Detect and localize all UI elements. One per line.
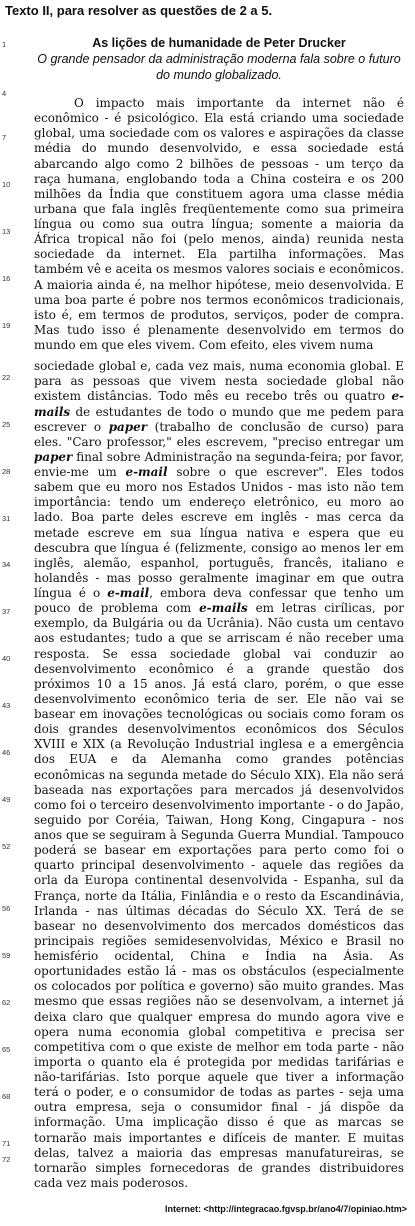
line-number: 59 <box>2 951 11 960</box>
line-number: 7 <box>2 133 7 142</box>
line-number: 49 <box>2 795 11 804</box>
line-number: 13 <box>2 227 11 236</box>
line-number: 68 <box>2 1092 11 1101</box>
line-number: 62 <box>2 998 11 1007</box>
emphasis: paper <box>108 419 148 434</box>
line-number: 65 <box>2 1045 11 1054</box>
emphasis: e-mail <box>107 586 150 600</box>
line-number: 72 <box>2 1155 11 1164</box>
line-number: 56 <box>2 904 11 913</box>
paragraph: sociedade global e, cada vez mais, numa economia global. E para as pessoas que vivem nesta sociedade global não existem distâncias. Todo mês eu recebo três ou quatro e-mails de estudantes de todo o mundo que me pedem para escrever o paper (trabalho de conclusão de curso) para eles. "Caro professor," eles escrevem, "preciso entregar um paper final sobre Administração na segunda-feira; por favor, envie-me um e-mail sobre o que escrever". Eles todos sabem que eu moro nos Estados Unidos - mas isto não tem importância: tendo um endereço eletrônico, eu moro ao lado. Boa parte deles escreve em inglês - mas cerca da metade escreve em sua língua nativa e espera que eu descubra que língua é (felizmente, consigo ao menos ler em inglês, alemão, espanhol, português, francês, italiano e holandês - mas posso geralmente imaginar em que outra língua é o e-mail, embora deva confessar que tenho um pouco de problema com e-mails em letras cirílicas, por exemplo, da Bulgária ou da Ucrânia). Não custa um centavo aos estudantes; tudo a que se arriscam é não receber uma resposta. Se essa sociedade global vai conduzir ao desenvolvimento econômico é a grande questão dos próximos 10 a 15 anos. Já está claro, porém, o que esse desenvolvimento econômico teria de ser. Ele não vai se basear em inovações tecnológicas ou sociais como foram os dois grandes desenvolvimentos econômicos dos Séculos XVIII e XIX (a Revolução Industrial inglesa e a emergência dos EUA e da Alemanha como grandes potências econômicas na segunda metade do Século XIX). Ela não será baseada nas exportações para mercados já desenvolvidos como foi o terceiro desenvolvimento importante - o do Japão, seguido por Coréia, Taiwan, Hong Kong, Cingapura - nos anos que se seguiram à Segunda Guerra Mundial. Tampouco poderá se basear em exportações para perto como foi o quarto principal desenvolvimento - aquele das regiões da orla da Europa continental desenvolvida - Espanha, sul da França, norte da Itália, Finlândia e o resto da Escandinávia, Irlanda - nas últimas décadas do Século XX. Terá de se basear no desenvolvimento dos mercados domésticos das principais regiões semidesenvolvidas, México e Brasil no hemisfério ocidental, China e Índia na Ásia. As oportunidades estão lá - mas os obstáculos (especialmente os colocados por política e governo) são muito grandes. Mas mesmo que essas regiões não se desenvolvam, a internet já deixa claro que qualquer empresa do mundo agora vive e opera numa economia global competitiva e precisa ser competitiva com o que existe de melhor em toda parte - não importa o quanto ela é protegida por medidas tarifárias e não-tarifárias. Isto porque aquele que tiver a informação terá o poder, e o consumidor de todas as partes - seja uma outra empresa, seja o consumidor final - já dispõe da informação. Uma implicação disso é que as marcas se tornarão mais importantes e difíceis de manter. E muitas delas, talvez a maioria das empresas manufatureiras, se tornarão simples fornecedoras de grandes distribuidores cada vez mais poderosos. <box>34 359 404 1190</box>
line-number: 25 <box>2 420 11 429</box>
emphasis: e-mails <box>34 389 404 419</box>
line-number: 34 <box>2 560 11 569</box>
paragraph: O impacto mais importante da internet não é econômico - é psicológico. Ela está criando uma sociedade global, uma sociedade com os valores e aspirações da classe média do mundo desenvolvido, e essa sociedade está abarcando algo como 2 bilhões de pessoas - um terço da raça humana, englobando toda a China costeira e os 200 milhões da Índia que constituem agora uma classe média urbana que fala inglês freqüentemente como sua primeira língua ou como sua outra língua; somente a maioria da África tropical não foi (pelo menos, ainda) reunida nesta sociedade da internet. Ela partilha informações. Mas também vê e aceita os mesmos valores sociais e econômicos. A maioria ainda é, na melhor hipótese, meio desenvolvida. E uma boa parte é pobre nos termos econômicos tradicionais, isto é, em termos de produtos, serviços, poder de compra. Mas tudo isso é plenamente desenvolvido em termos do mundo em que eles vivem. Com efeito, eles vivem numa <box>34 96 404 352</box>
line-number: 4 <box>2 89 7 98</box>
line-number: 46 <box>2 748 11 757</box>
emphasis: paper <box>34 449 73 464</box>
line-number: 10 <box>2 180 11 189</box>
line-number: 71 <box>2 1139 11 1148</box>
article-subtitle: O grande pensador da administração moderna fala sobre o futuro do mundo globalizado. <box>37 52 401 82</box>
line-number: 43 <box>2 701 11 710</box>
article-title: As lições de humanidade de Peter Drucker <box>92 36 346 50</box>
line-number: 28 <box>2 467 11 476</box>
line-number: 31 <box>2 514 11 523</box>
article-body <box>34 96 404 1191</box>
emphasis: e-mail <box>125 465 168 479</box>
emphasis: e-mails <box>199 601 248 616</box>
line-number: 37 <box>2 607 11 616</box>
line-number: 22 <box>2 373 11 382</box>
line-number: 19 <box>2 321 11 330</box>
line-number: 16 <box>2 274 11 283</box>
section-heading: Texto II, para resolver as questões de 2 a 5. <box>5 3 273 18</box>
source-citation: Internet: <http://integracao.fgvsp.br/ano4/7/opiniao.htm> <box>164 1204 407 1214</box>
line-number: 52 <box>2 842 11 851</box>
line-number: 40 <box>2 654 11 663</box>
line-number: 1 <box>2 40 7 49</box>
